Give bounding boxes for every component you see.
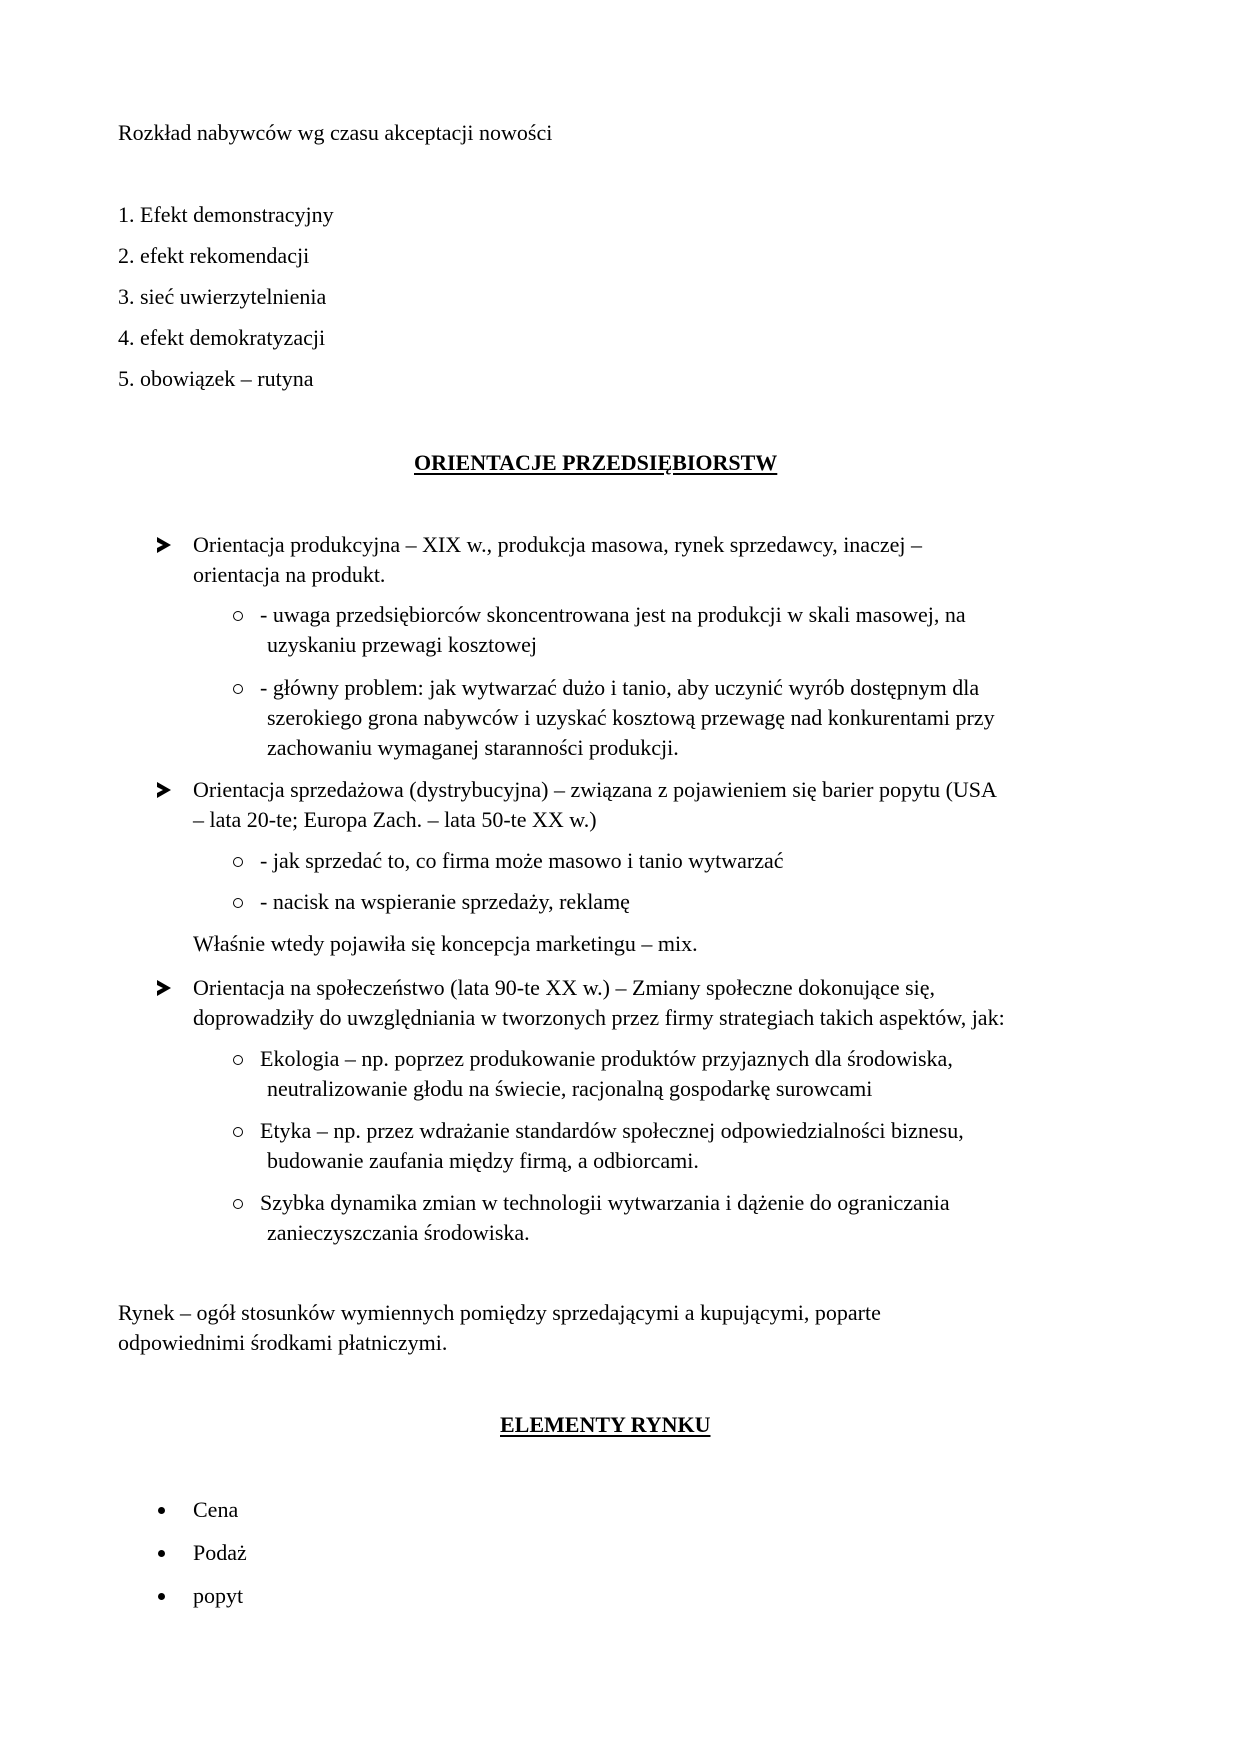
bullet-dot-icon (158, 1593, 165, 1600)
sub-item-text: budowanie zaufania między firmą, a odbiorcami. (267, 1148, 699, 1173)
definition-text: odpowiednimi środkami płatniczymi. (118, 1330, 448, 1355)
arrow-bullet-icon (157, 537, 171, 553)
sub-item-text: - jak sprzedać to, co firma może masowo i tanio wytwarzać (260, 848, 784, 873)
arrow-bullet-icon (157, 782, 171, 798)
item-text: – lata 20-te; Europa Zach. – lata 50-te XX w.) (193, 807, 597, 832)
list-item: Cena (193, 1497, 239, 1522)
list-item: 4. efekt demokratyzacji (118, 325, 326, 350)
circle-bullet-icon (233, 684, 243, 694)
page-heading: Rozkład nabywców wg czasu akceptacji nowości (118, 120, 553, 145)
list-item: Podaż (193, 1540, 247, 1565)
sub-item-text: Ekologia – np. poprzez produkowanie produktów przyjaznych dla środowiska, (260, 1046, 953, 1071)
list-item: 2. efekt rekomendacji (118, 243, 310, 268)
circle-bullet-icon (233, 1199, 243, 1209)
sub-item-text: Szybka dynamika zmian w technologii wytwarzania i dążenie do ograniczania (260, 1190, 950, 1215)
section-title-elementy-rynku: ELEMENTY RYNKU (500, 1412, 711, 1437)
item-text: Orientacja sprzedażowa (dystrybucyjna) – związana z pojawieniem się barier popytu (USA (193, 777, 997, 802)
sub-item-text: szerokiego grona nabywców i uzyskać kosztową przewagę nad konkurentami przy (267, 705, 995, 730)
item-note: Właśnie wtedy pojawiła się koncepcja marketingu – mix. (193, 931, 698, 956)
circle-bullet-icon (233, 1127, 243, 1137)
sub-item-text: - nacisk na wspieranie sprzedaży, reklamę (260, 889, 630, 914)
item-text: Orientacja na społeczeństwo (lata 90-te XX w.) – Zmiany społeczne dokonujące się, (193, 975, 936, 1000)
sub-item-text: Etyka – np. przez wdrażanie standardów społecznej odpowiedzialności biznesu, (260, 1118, 964, 1143)
item-text: Orientacja produkcyjna – XIX w., produkcja masowa, rynek sprzedawcy, inaczej – (193, 532, 922, 557)
list-item: 5. obowiązek – rutyna (118, 366, 314, 391)
section-title-orientacje: ORIENTACJE PRZEDSIĘBIORSTW (414, 450, 778, 475)
sub-item-text: - główny problem: jak wytwarzać dużo i tanio, aby uczynić wyrób dostępnym dla (260, 675, 980, 700)
circle-bullet-icon (233, 857, 243, 867)
arrow-bullet-icon (157, 980, 171, 996)
sub-item-text: uzyskaniu przewagi kosztowej (267, 632, 538, 657)
bullet-dot-icon (158, 1507, 165, 1514)
bullet-dot-icon (158, 1550, 165, 1557)
circle-bullet-icon (233, 898, 243, 908)
sub-item-text: zachowaniu wymaganej staranności produkcji. (267, 735, 679, 760)
sub-item-text: neutralizowanie głodu na świecie, racjonalną gospodarkę surowcami (267, 1076, 873, 1101)
circle-bullet-icon (233, 1055, 243, 1065)
list-item: popyt (193, 1583, 244, 1608)
list-item: 3. sieć uwierzytelnienia (118, 284, 327, 309)
sub-item-text: zanieczyszczania środowiska. (267, 1220, 530, 1245)
circle-bullet-icon (233, 611, 243, 621)
list-item: 1. Efekt demonstracyjny (118, 202, 334, 227)
sub-item-text: - uwaga przedsiębiorców skoncentrowana jest na produkcji w skali masowej, na (260, 602, 966, 627)
item-text: doprowadziły do uwzględniania w tworzonych przez firmy strategiach takich aspektów, jak: (193, 1005, 1005, 1030)
definition-text: Rynek – ogół stosunków wymiennych pomiędzy sprzedającymi a kupującymi, poparte (118, 1300, 881, 1325)
item-text: orientacja na produkt. (193, 562, 386, 587)
